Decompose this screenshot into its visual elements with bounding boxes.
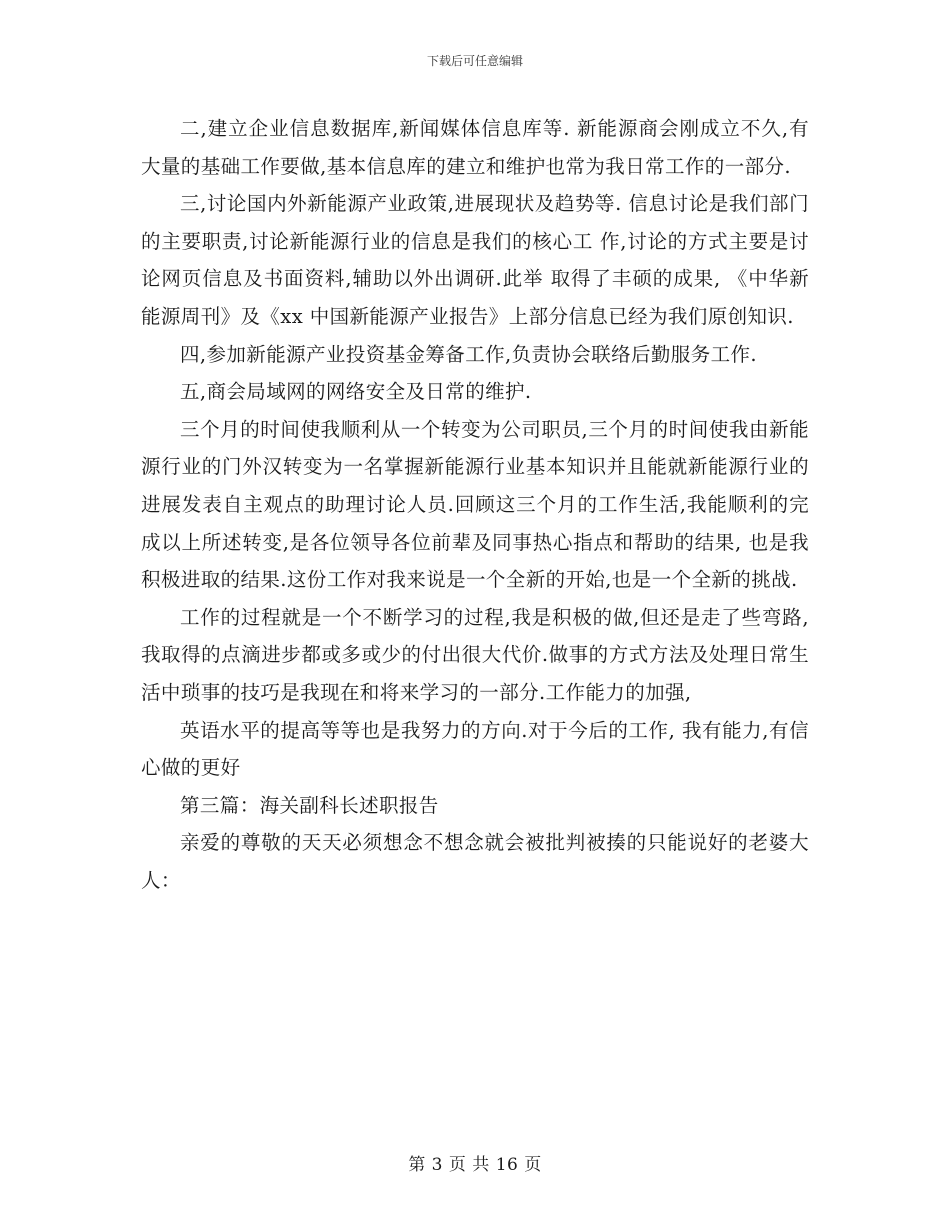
- document-body: [141, 110, 816, 899]
- page-number: 第 3 页 共 16 页: [408, 1155, 542, 1175]
- section-heading: 第三篇：海关副科长述职报告: [180, 793, 439, 817]
- paragraph-item-2: 二,建立企业信息数据库,新闻媒体信息库等. 新能源商会刚成立不久,有大量的基础工作要做,基本信息库的建立和维护也常为我日常工作的一部分.: [141, 117, 809, 178]
- page-header: 下载后可任意编辑: [426, 54, 523, 68]
- paragraph-item-3: 三,讨论国内外新能源产业政策,进展现状及趋势等. 信息讨论是我们部门的主要职责,讨论新能源行业的信息是我们的核心工 作,讨论的方式主要是讨论网页信息及书面资料,辅助以外出调研.此举 取得了丰硕的成果, 《中华新能源周刊》及《xx 中国新能源产业报告》上部分信息已经为我们原创知识.: [141, 192, 809, 328]
- paragraph-item-5: 五,商会局域网的网络安全及日常的维护.: [180, 380, 532, 404]
- paragraph-summary: 三个月的时间使我顺利从一个转变为公司职员,三个月的时间使我由新能源行业的门外汉转变为一名掌握新能源行业基本知识并且能就新能源行业的进展发表自主观点的助理讨论人员.回顾这三个月的工作生活,我能顺利的完成以上所述转变,是各位领导各位前辈及同事热心指点和帮助的结果, 也是我积极进取的结果.这份工作对我来说是一个全新的开始,也是一个全新的挑战.: [141, 417, 809, 592]
- paragraph-learning: 工作的过程就是一个不断学习的过程,我是积极的做,但还是走了些弯路, 我取得的点滴进步都或多或少的付出很大代价.做事的方式方法及处理日常生活中琐事的技巧是我现在和将来学习的一部分.工作能力的加强,: [141, 605, 816, 704]
- paragraph-item-4: 四,参加新能源产业投资基金筹备工作,负责协会联络后勤服务工作.: [180, 342, 757, 366]
- paragraph-future: 英语水平的提高等等也是我努力的方向.对于今后的工作, 我有能力,有信心做的更好: [141, 718, 809, 780]
- paragraph-salutation: 亲爱的尊敬的天天必须想念不想念就会被批判被揍的只能说好的老婆大人：: [141, 831, 809, 892]
